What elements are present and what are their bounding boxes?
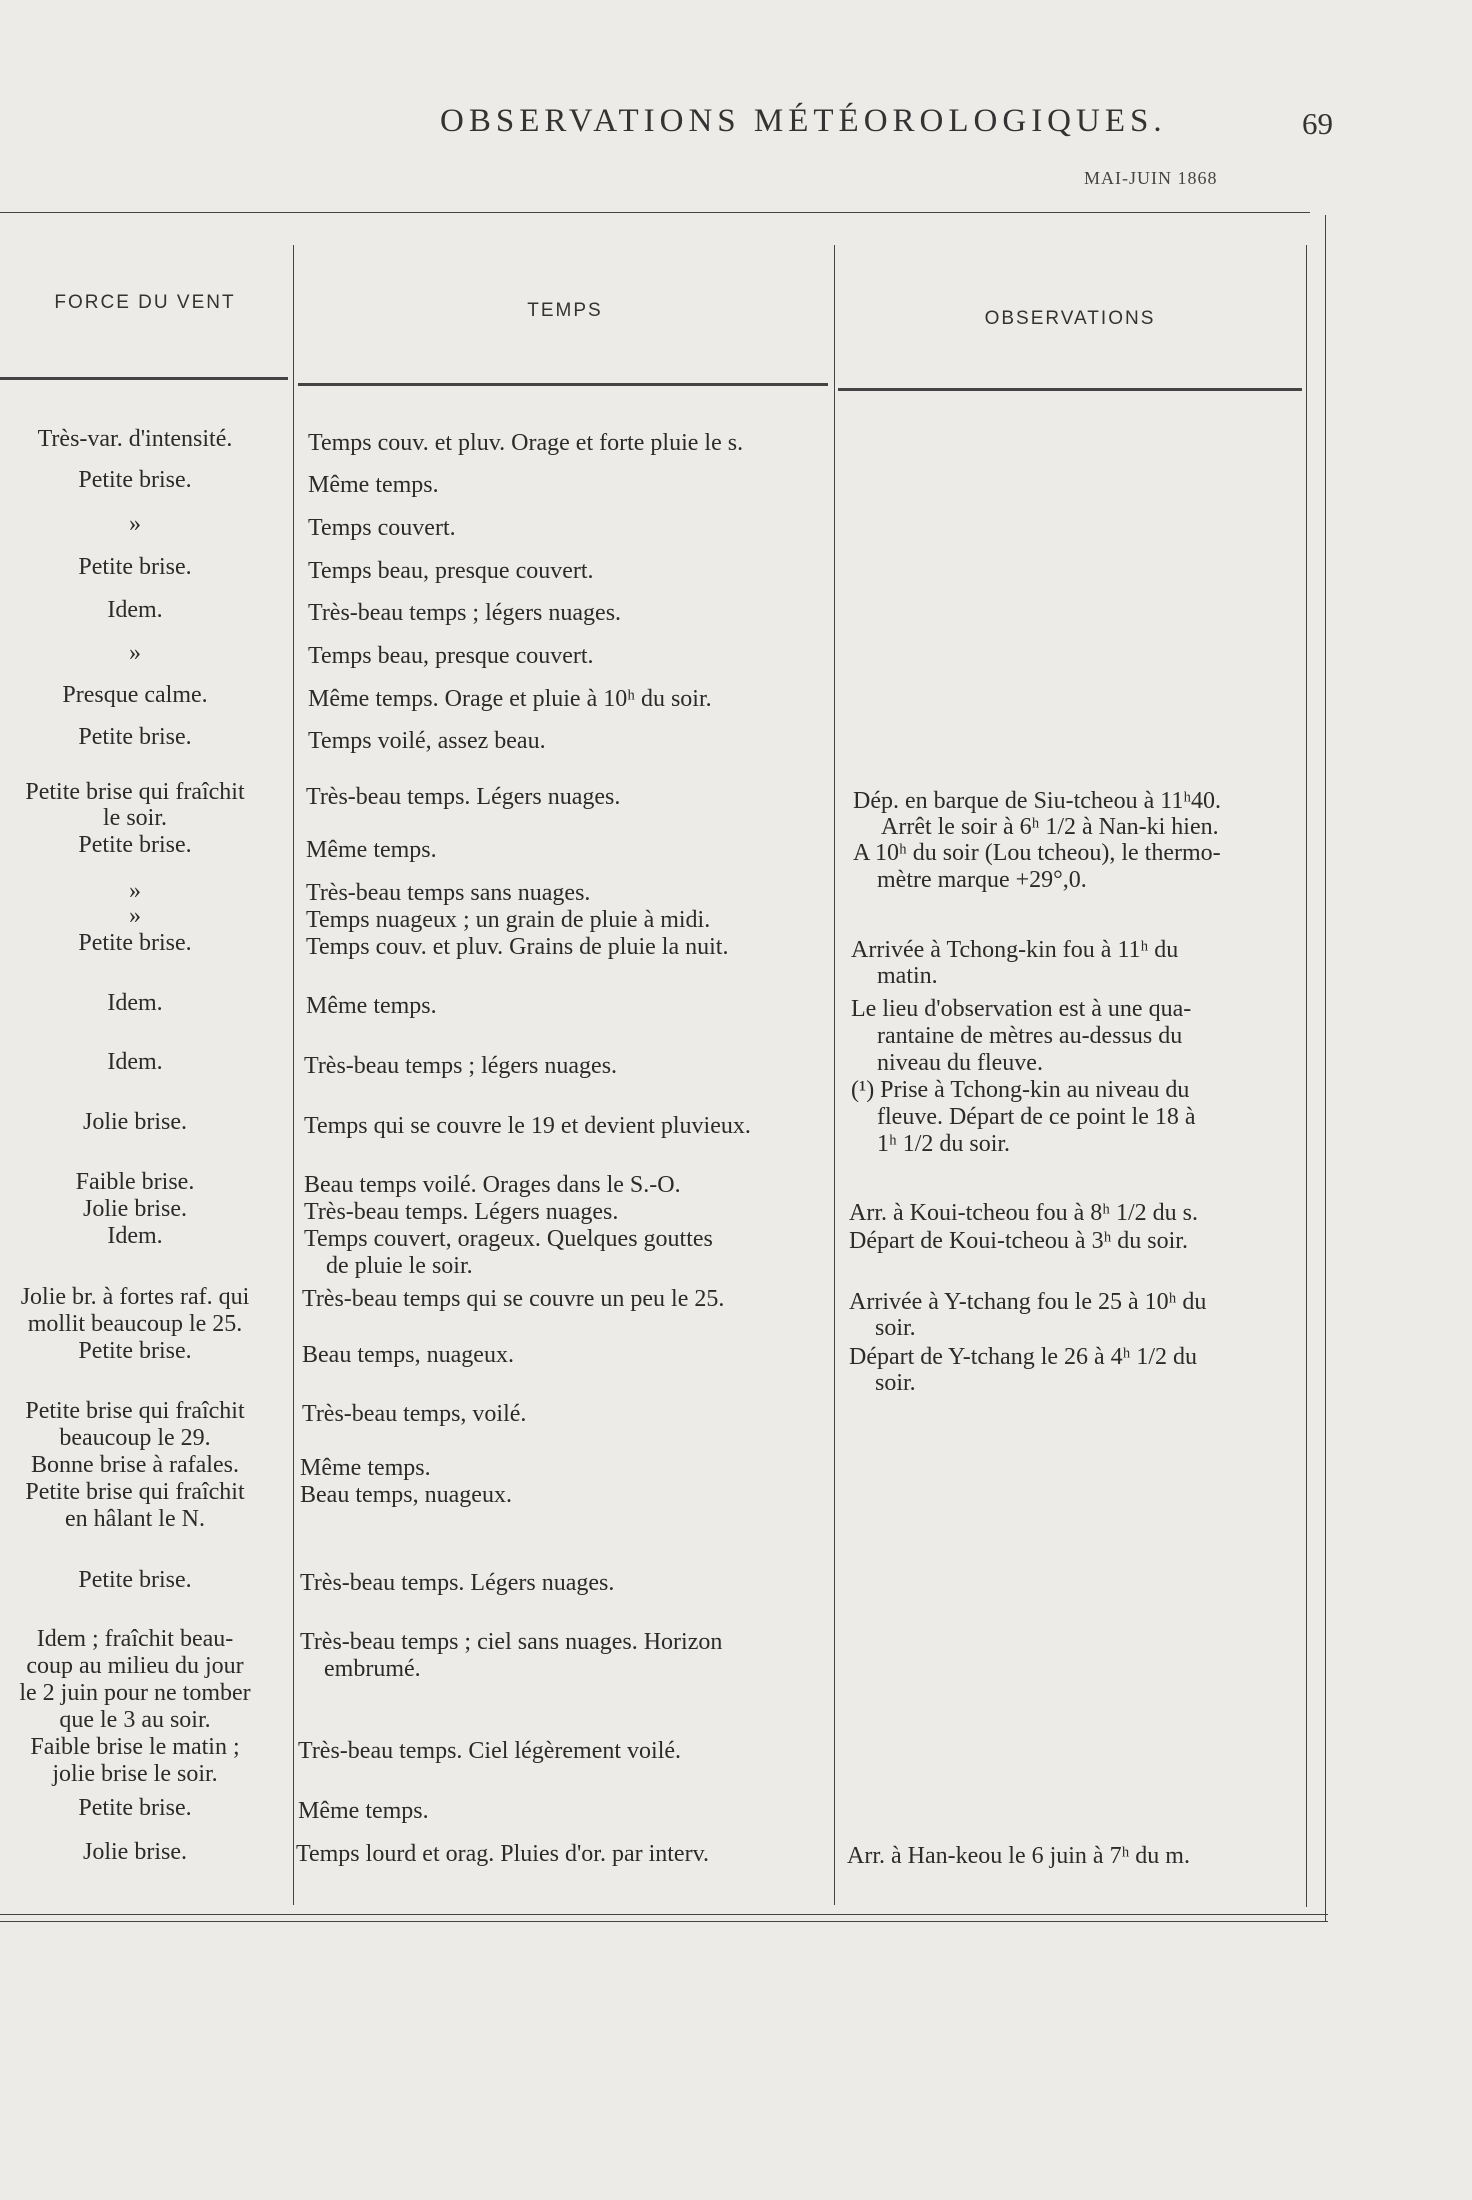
bottom-rule-2 <box>0 1921 1328 1922</box>
vent-cell: Petite brise. <box>78 832 192 858</box>
vent-cell: Petite brise. <box>78 930 192 956</box>
vent-cell: Jolie br. à fortes raf. qui <box>20 1284 250 1310</box>
temps-cell: Beau temps, nuageux. <box>300 1482 512 1508</box>
temps-cell: Même temps. <box>306 993 437 1019</box>
temps-cell: Temps beau, presque couvert. <box>308 558 594 584</box>
vent-cell: » <box>129 511 141 537</box>
page-number: 69 <box>1302 106 1333 141</box>
vent-cell: » <box>129 903 141 929</box>
temps-cell: Très-beau temps ; ciel sans nuages. Horizon <box>300 1629 723 1655</box>
observation-cell: rantaine de mètres au-dessus du <box>877 1023 1183 1049</box>
column-header-temps: TEMPS <box>527 300 603 321</box>
vent-cell: le soir. <box>103 805 167 831</box>
vertical-rule-1 <box>293 245 294 1905</box>
temps-cell: Très-beau temps ; légers nuages. <box>304 1053 618 1079</box>
vent-cell: Bonne brise à rafales. <box>31 1452 239 1478</box>
temps-cell: Même temps. <box>308 472 439 498</box>
temps-cell: Temps lourd et orag. Pluies d'or. par interv. <box>296 1841 710 1867</box>
temps-cell: Temps couv. et pluv. Orage et forte pluie le s. <box>308 430 744 456</box>
vent-cell: Petite brise. <box>78 1795 192 1821</box>
observation-cell: Arrêt le soir à 6ʰ 1/2 à Nan-ki hien. <box>881 814 1219 840</box>
temps-cell: Très-beau temps qui se couvre un peu le 25. <box>302 1286 725 1312</box>
observation-cell: Départ de Y-tchang le 26 à 4ʰ 1/2 du <box>849 1344 1198 1370</box>
vent-cell: mollit beaucoup le 25. <box>27 1311 243 1337</box>
header-rule-col2 <box>298 383 828 386</box>
vent-cell: beaucoup le 29. <box>59 1425 211 1451</box>
vent-cell: Idem. <box>107 597 163 623</box>
observation-cell: soir. <box>875 1315 916 1341</box>
vent-cell: Idem ; fraîchit beau- <box>36 1626 234 1652</box>
temps-cell: Très-beau temps. Légers nuages. <box>304 1199 619 1225</box>
observation-cell: Arrivée à Y-tchang fou le 25 à 10ʰ du <box>849 1289 1207 1315</box>
temps-cell: Temps couvert. <box>308 515 456 541</box>
observation-cell: Départ de Koui-tcheou à 3ʰ du soir. <box>849 1228 1188 1254</box>
temps-cell: embrumé. <box>324 1656 421 1682</box>
bottom-rule <box>0 1914 1328 1915</box>
vent-cell: que le 3 au soir. <box>59 1707 211 1733</box>
vent-cell: Petite brise. <box>78 1338 192 1364</box>
observation-cell: niveau du fleuve. <box>877 1050 1043 1076</box>
vent-cell: Petite brise qui fraîchit <box>25 1479 245 1505</box>
vent-cell: Faible brise le matin ; <box>30 1734 240 1760</box>
vent-cell: Presque calme. <box>62 682 208 708</box>
vent-cell: le 2 juin pour ne tomber <box>19 1680 251 1706</box>
temps-cell: Beau temps, nuageux. <box>302 1342 514 1368</box>
vent-cell: Faible brise. <box>75 1169 195 1195</box>
temps-cell: Temps couvert, orageux. Quelques gouttes <box>304 1226 713 1252</box>
vent-cell: Petite brise. <box>78 554 192 580</box>
observation-cell: Arr. à Han-keou le 6 juin à 7ʰ du m. <box>847 1843 1190 1869</box>
column-header-force-du-vent: FORCE DU VENT <box>54 292 236 313</box>
vent-cell: Petite brise. <box>78 467 192 493</box>
observation-cell: Arr. à Koui-tcheou fou à 8ʰ 1/2 du s. <box>849 1200 1198 1226</box>
vent-cell: Petite brise. <box>78 1567 192 1593</box>
temps-cell: Très-beau temps. Ciel légèrement voilé. <box>298 1738 682 1764</box>
vent-cell: Idem. <box>107 1223 163 1249</box>
vent-cell: Idem. <box>107 990 163 1016</box>
observation-cell: (¹) Prise à Tchong-kin au niveau du <box>851 1077 1190 1103</box>
vent-cell: Petite brise qui fraîchit <box>25 1398 245 1424</box>
observation-cell: 1ʰ 1/2 du soir. <box>877 1131 1011 1157</box>
vent-cell: Jolie brise. <box>83 1109 187 1135</box>
temps-cell: Même temps. <box>306 837 437 863</box>
temps-cell: Temps qui se couvre le 19 et devient pluvieux. <box>304 1113 751 1139</box>
temps-cell: Très-beau temps sans nuages. <box>306 880 591 906</box>
header-rule-col3 <box>838 388 1302 391</box>
vent-cell: Petite brise. <box>78 724 192 750</box>
date-range: MAI-JUIN 1868 <box>1084 168 1218 188</box>
temps-cell: Temps beau, presque couvert. <box>308 643 594 669</box>
top-rule <box>0 212 1310 213</box>
temps-cell: Beau temps voilé. Orages dans le S.-O. <box>304 1172 681 1198</box>
vertical-rule-4 <box>1325 215 1326 1921</box>
temps-cell: Temps nuageux ; un grain de pluie à midi. <box>306 907 711 933</box>
temps-cell: de pluie le soir. <box>326 1253 473 1279</box>
vent-cell: en hâlant le N. <box>65 1506 205 1532</box>
vent-cell: » <box>129 640 141 666</box>
observation-cell: Arrivée à Tchong-kin fou à 11ʰ du <box>851 937 1179 963</box>
observation-cell: Le lieu d'observation est à une qua- <box>851 996 1192 1022</box>
observation-cell: soir. <box>875 1370 916 1396</box>
observation-cell: matin. <box>877 963 938 989</box>
temps-cell: Très-beau temps. Légers nuages. <box>300 1570 615 1596</box>
temps-cell: Même temps. Orage et pluie à 10ʰ du soir. <box>308 686 712 712</box>
observation-cell: fleuve. Départ de ce point le 18 à <box>877 1104 1196 1130</box>
running-title: OBSERVATIONS MÉTÉOROLOGIQUES. <box>440 103 1167 139</box>
vent-cell: jolie brise le soir. <box>52 1761 218 1787</box>
temps-cell: Même temps. <box>300 1455 431 1481</box>
header-rule-col1 <box>0 377 288 380</box>
vent-cell: Jolie brise. <box>83 1196 187 1222</box>
temps-cell: Très-beau temps ; légers nuages. <box>308 600 622 626</box>
vent-cell: » <box>129 878 141 904</box>
temps-cell: Temps couv. et pluv. Grains de pluie la nuit. <box>306 934 729 960</box>
vent-cell: Idem. <box>107 1049 163 1075</box>
temps-cell: Très-beau temps, voilé. <box>302 1401 527 1427</box>
vent-cell: Très-var. d'intensité. <box>37 426 233 452</box>
column-header-observations: OBSERVATIONS <box>984 308 1156 329</box>
observation-cell: mètre marque +29°,0. <box>877 867 1087 893</box>
temps-cell: Même temps. <box>298 1798 429 1824</box>
observation-cell: A 10ʰ du soir (Lou tcheou), le thermo- <box>853 840 1221 866</box>
temps-cell: Temps voilé, assez beau. <box>308 728 546 754</box>
vent-cell: Jolie brise. <box>83 1839 187 1865</box>
vent-cell: Petite brise qui fraîchit <box>25 779 245 805</box>
observation-cell: Dép. en barque de Siu-tcheou à 11ʰ40. <box>853 788 1222 814</box>
temps-cell: Très-beau temps. Légers nuages. <box>306 784 621 810</box>
vent-cell: coup au milieu du jour <box>26 1653 244 1679</box>
